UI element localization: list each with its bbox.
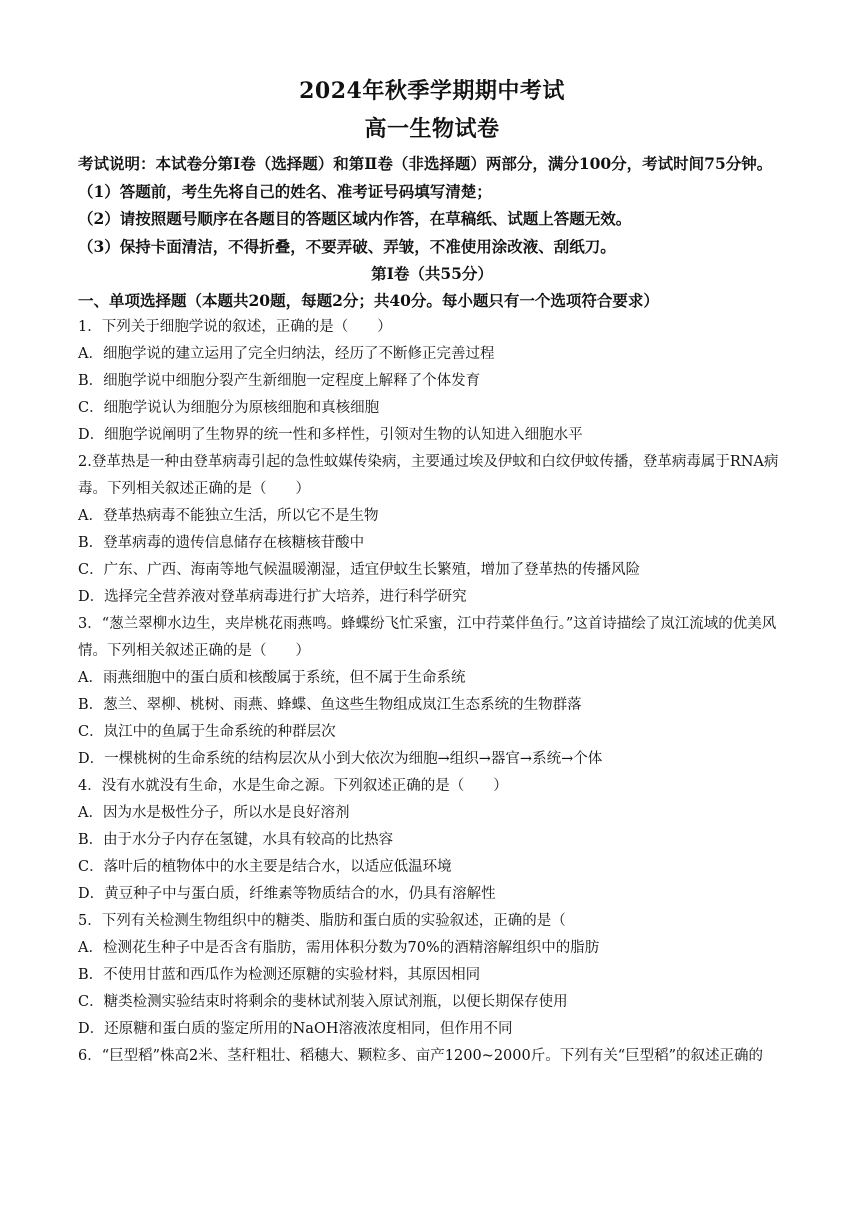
question-option: B．细胞学说中细胞分裂产生新细胞一定程度上解释了个体发育 bbox=[78, 373, 481, 389]
question-option: C．细胞学说认为细胞分为原核细胞和真核细胞 bbox=[78, 400, 380, 416]
question-option: B．不使用甘蓝和西瓜作为检测还原糖的实验材料，其原因相同 bbox=[78, 967, 481, 983]
section-heading: 一、单项选择题（本题共20题，每题2分；共40分。每小题只有一个选项符合要求） bbox=[78, 291, 659, 310]
question-6 bbox=[78, 1043, 786, 1070]
instruction-note-2: （2）请按照题号顺序在各题目的答题区域内作答，在草稿纸、试题上答题无效。 bbox=[78, 209, 632, 228]
question-option: A．雨燕细胞中的蛋白质和核酸属于系统，但不属于生命系统 bbox=[78, 670, 466, 686]
instruction-note-3: （3）保持卡面清洁，不得折叠，不要弄破、弄皱，不准使用涂改液、刮纸刀。 bbox=[78, 236, 616, 256]
question-1 bbox=[78, 314, 786, 449]
question-option: B．葱兰、翠柳、桃树、雨燕、蜂蝶、鱼这些生物组成岚江生态系统的生物群落 bbox=[78, 697, 582, 713]
question-4 bbox=[78, 773, 786, 908]
exam-title: 2024年秋季学期期中考试 bbox=[299, 78, 565, 104]
question-option: C．落叶后的植物体中的水主要是结合水，以适应低温环境 bbox=[78, 859, 452, 875]
question-stem: 5．下列有关检测生物组织中的糖类、脂肪和蛋白质的实验叙述，正确的是（ bbox=[78, 913, 566, 929]
question-option: C．糖类检测实验结束时将剩余的斐林试剂装入原试剂瓶，以便长期保存使用 bbox=[78, 994, 568, 1010]
question-stem: 1．下列关于细胞学说的叙述，正确的是（ ） bbox=[78, 319, 392, 335]
question-3 bbox=[78, 611, 786, 773]
question-option: D．选择完全营养液对登革病毒进行扩大培养，进行科学研究 bbox=[78, 589, 467, 605]
question-option: C．岚江中的鱼属于生命系统的种群层次 bbox=[78, 724, 336, 740]
volume-heading: 第Ⅰ卷（共55分） bbox=[371, 264, 493, 283]
exam-subtitle: 高一生物试卷 bbox=[364, 116, 500, 142]
exam-instructions-intro: 考试说明：本试卷分第Ⅰ卷（选择题）和第Ⅱ卷（非选择题）两部分，满分100分，考试时间75分钟。 bbox=[78, 154, 773, 173]
question-2 bbox=[78, 449, 786, 611]
question-5 bbox=[78, 908, 786, 1043]
question-option: A．检测花生种子中是否含有脂肪，需用体积分数为70%的酒精溶解组织中的脂肪 bbox=[78, 940, 600, 956]
question-option: C．广东、广西、海南等地气候温暖潮湿，适宜伊蚊生长繁殖，增加了登革热的传播风险 bbox=[78, 562, 641, 578]
question-option: A．登革热病毒不能独立生活，所以它不是生物 bbox=[78, 508, 379, 524]
question-option: D．黄豆种子中与蛋白质，纤维素等物质结合的水，仍具有溶解性 bbox=[78, 886, 496, 902]
question-option: B．由于水分子内存在氢键，水具有较高的比热容 bbox=[78, 832, 394, 848]
question-stem: 2.登革热是一种由登革病毒引起的急性蚊媒传染病，主要通过埃及伊蚊和白纹伊蚊传播，登革病毒属于RNA病毒。下列相关叙述正确的是（ ） bbox=[78, 454, 779, 497]
question-option: D．细胞学说阐明了生物界的统一性和多样性，引领对生物的认知进入细胞水平 bbox=[78, 427, 583, 443]
question-option: D．还原糖和蛋白质的鉴定所用的NaOH溶液浓度相同，但作用不同 bbox=[78, 1021, 513, 1037]
question-stem: 4．没有水就没有生命，水是生命之源。下列叙述正确的是（ ） bbox=[78, 778, 508, 794]
question-stem: 6．“巨型稻”株高2米、茎秆粗壮、稻穗大、颗粒多、亩产1200~2000斤。下列有关“巨型稻”的叙述正确的 bbox=[78, 1048, 764, 1064]
question-option: B．登革病毒的遗传信息储存在核糖核苷酸中 bbox=[78, 535, 365, 551]
question-stem: 3．“葱兰翠柳水边生，夹岸桃花雨燕鸣。蜂蝶纷飞忙采蜜，江中荇菜伴鱼行。”这首诗描绘了岚江流域的优美风情。下列相关叙述正确的是（ ） bbox=[78, 616, 777, 659]
exam-page bbox=[78, 68, 786, 1070]
instruction-note-1: （1）答题前，考生先将自己的姓名、准考证号码填写清楚； bbox=[78, 181, 492, 201]
question-option: A．因为水是极性分子，所以水是良好溶剂 bbox=[78, 805, 350, 821]
question-option: A．细胞学说的建立运用了完全归纳法，经历了不断修正完善过程 bbox=[78, 346, 495, 362]
question-option: D．一棵桃树的生命系统的结构层次从小到大依次为细胞→组织→器官→系统→个体 bbox=[78, 751, 603, 767]
